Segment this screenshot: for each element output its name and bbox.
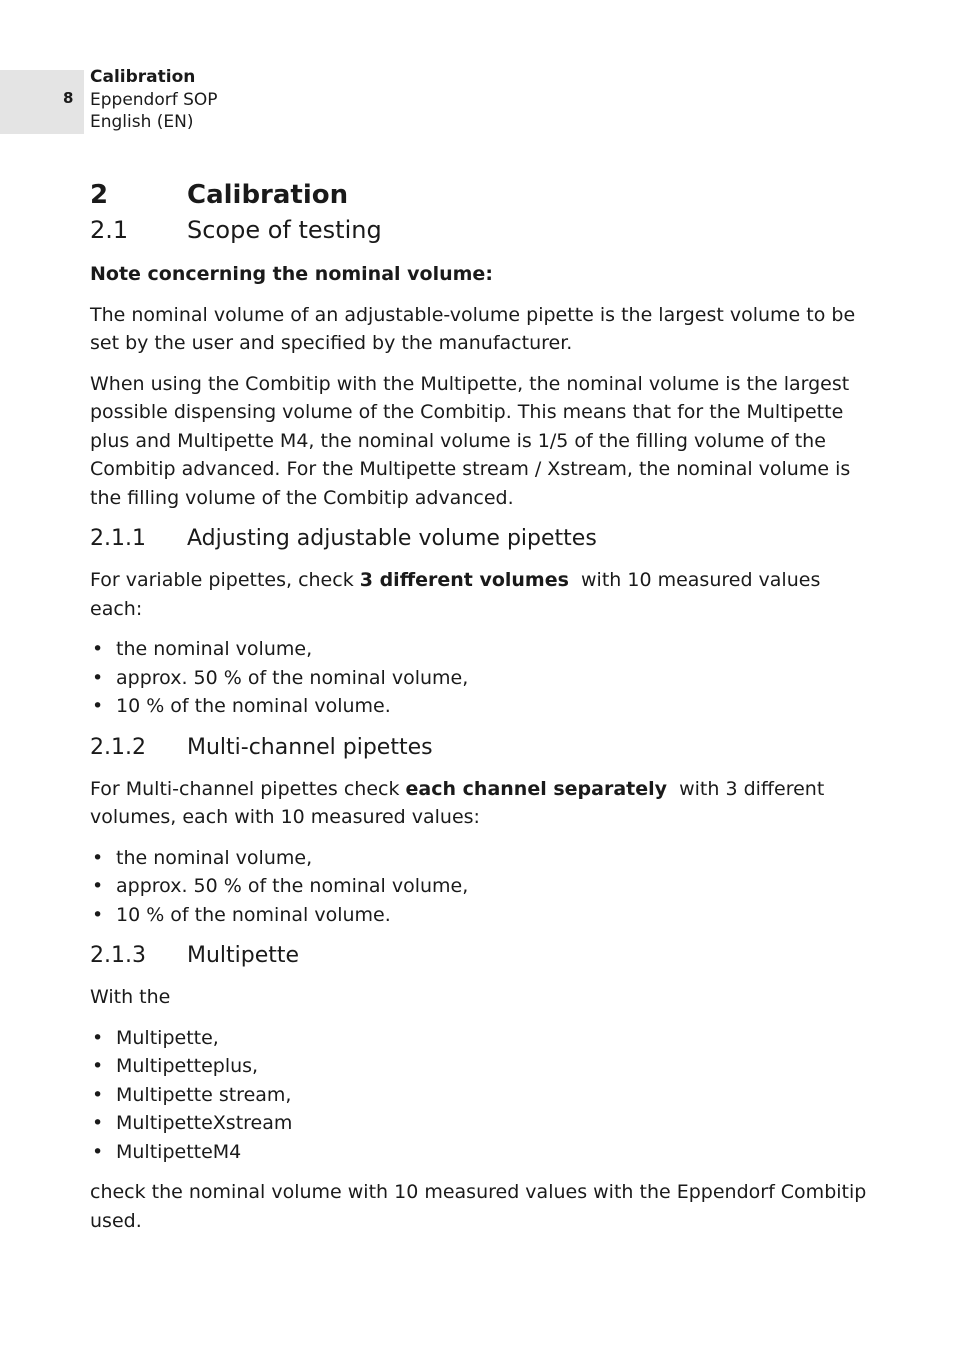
bullet-glyph: • bbox=[92, 1083, 104, 1106]
subsection-heading bbox=[90, 941, 870, 971]
bullet-glyph: • bbox=[92, 695, 104, 717]
list-item-text: the nominal volume, bbox=[116, 638, 313, 660]
list-item-text: 10 % of the nominal volume. bbox=[116, 695, 391, 717]
chapter-heading bbox=[90, 178, 870, 212]
bullet-glyph: • bbox=[92, 875, 104, 897]
section-heading bbox=[90, 214, 870, 246]
running-head-title: Calibration bbox=[90, 67, 196, 87]
closing-paragraph: check the nominal volume with 10 measured values with the Eppendorf Combitip used. bbox=[90, 1181, 867, 1232]
list-item-text: 10 % of the nominal volume. bbox=[116, 903, 391, 926]
running-head bbox=[90, 66, 218, 134]
subsection-heading bbox=[90, 524, 870, 554]
subsection-intro bbox=[90, 775, 870, 832]
intro-emphasis: each channel separately bbox=[405, 777, 668, 800]
list-item-text: MultipetteM4 bbox=[116, 1140, 242, 1163]
list-item bbox=[90, 635, 870, 664]
subsection-heading bbox=[90, 733, 870, 763]
note-heading: Note concerning the nominal volume: bbox=[90, 263, 493, 285]
bullet-glyph: • bbox=[92, 1112, 104, 1134]
subsection-number: 2.1.3 bbox=[90, 943, 146, 968]
bullet-list bbox=[90, 844, 870, 930]
page-content bbox=[90, 178, 870, 1235]
bullet-glyph: • bbox=[92, 1140, 104, 1163]
list-item bbox=[90, 844, 870, 873]
bullet-glyph: • bbox=[92, 846, 104, 869]
list-item bbox=[90, 1138, 870, 1167]
list-item-text: the nominal volume, bbox=[116, 846, 313, 869]
subsection-title: Multi-channel pipettes bbox=[187, 734, 433, 760]
list-item-text: Multipette stream, bbox=[116, 1083, 292, 1106]
list-item-text: approx. 50 % of the nominal volume, bbox=[116, 875, 469, 897]
bullet-glyph: • bbox=[92, 1026, 104, 1049]
running-head-language: English (EN) bbox=[90, 112, 194, 132]
intro-text: with 10 measured values each: bbox=[90, 569, 827, 620]
page-number: 8 bbox=[63, 89, 74, 107]
subsection-number: 2.1.1 bbox=[90, 526, 146, 551]
list-item bbox=[90, 1081, 870, 1110]
bullet-list bbox=[90, 635, 870, 721]
list-item bbox=[90, 872, 870, 901]
list-item-text: MultipetteXstream bbox=[116, 1112, 293, 1134]
intro-emphasis: 3 different volumes bbox=[359, 569, 569, 591]
list-item bbox=[90, 901, 870, 930]
bullet-glyph: • bbox=[92, 903, 104, 926]
subsection-intro: With the bbox=[90, 986, 171, 1008]
list-item bbox=[90, 692, 870, 721]
intro-text: For variable pipettes, check bbox=[90, 569, 360, 591]
subsection-title: Adjusting adjustable volume pipettes bbox=[187, 526, 597, 551]
subsection-number: 2.1.2 bbox=[90, 734, 146, 760]
list-item bbox=[90, 1024, 870, 1053]
intro-text: For Multi-channel pipettes check bbox=[90, 777, 406, 800]
paragraph: When using the Combitip with the Multipette, the nominal volume is the largest possible dispensing volume of the Combitip. This means that for the Multipette plus and Multipette M4, the nominal volume is 1/5 of the filling volume of the Combitip advanced. For the Multipette stream / Xstream, the nominal volume is the filling volume of the Combitip advanced. bbox=[90, 372, 851, 509]
section-title: Scope of testing bbox=[187, 216, 382, 244]
bullet-glyph: • bbox=[92, 1055, 104, 1077]
subsection-intro bbox=[90, 566, 870, 623]
list-item-text: approx. 50 % of the nominal volume, bbox=[116, 666, 469, 689]
bullet-list bbox=[90, 1024, 870, 1167]
subsection-title: Multipette bbox=[187, 943, 300, 968]
bullet-glyph: • bbox=[92, 638, 104, 660]
list-item-text: Multipetteplus, bbox=[116, 1055, 259, 1077]
list-item bbox=[90, 1052, 870, 1081]
chapter-title: Calibration bbox=[187, 180, 349, 210]
running-head-doc: Eppendorf SOP bbox=[90, 89, 218, 110]
chapter-number: 2 bbox=[90, 180, 109, 210]
bullet-glyph: • bbox=[92, 666, 104, 689]
list-item-text: Multipette, bbox=[116, 1026, 219, 1049]
list-item bbox=[90, 664, 870, 693]
list-item bbox=[90, 1109, 870, 1138]
section-number: 2.1 bbox=[90, 216, 129, 244]
paragraph: The nominal volume of an adjustable-volume pipette is the largest volume to be set by the user and specified by the manufacturer. bbox=[90, 303, 856, 354]
intro-text: with 3 different volumes, each with 10 measured values: bbox=[90, 777, 831, 828]
